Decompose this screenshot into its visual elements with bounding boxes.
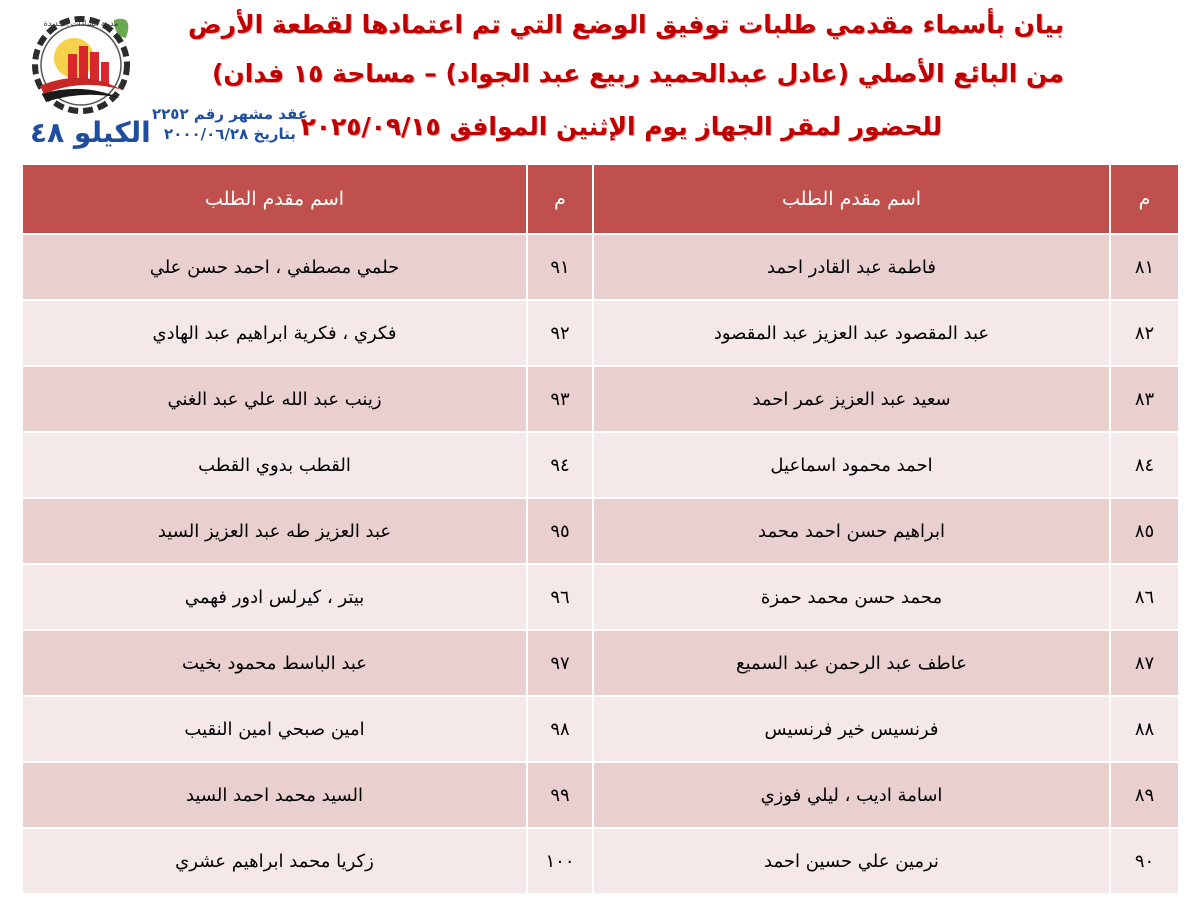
header-number-1: م — [1110, 164, 1179, 234]
applicant-name: فرنسيس خير فرنسيس — [593, 696, 1110, 762]
logo-caption: الكيلو ٤٨ — [30, 116, 151, 149]
row-number: ٨٣ — [1110, 366, 1179, 432]
row-number: ٩٩ — [527, 762, 593, 828]
table-header-row — [22, 164, 1179, 234]
table-body — [22, 234, 1179, 894]
applicant-name: بيتر ، كيرلس ادور فهمي — [22, 564, 527, 630]
row-number: ٩١ — [527, 234, 593, 300]
header-number-2: م — [527, 164, 593, 234]
row-number: ٩٧ — [527, 630, 593, 696]
applicant-name: نرمين علي حسين احمد — [593, 828, 1110, 894]
row-number: ٩٠ — [1110, 828, 1179, 894]
row-number: ٩٤ — [527, 432, 593, 498]
table-row — [22, 762, 1179, 828]
document-header — [0, 0, 1200, 160]
applicant-name: زكريا محمد ابراهيم عشري — [22, 828, 527, 894]
contract-number: عقد مشهر رقم ٢٢٥٢ — [151, 105, 308, 123]
row-number: ٨٥ — [1110, 498, 1179, 564]
table-row — [22, 432, 1179, 498]
applicant-name: سعيد عبد العزيز عمر احمد — [593, 366, 1110, 432]
row-number: ٨١ — [1110, 234, 1179, 300]
applicant-name: فاطمة عبد القادر احمد — [593, 234, 1110, 300]
header-name-1: اسم مقدم الطلب — [593, 164, 1110, 234]
row-number: ٩٢ — [527, 300, 593, 366]
row-number: ١٠٠ — [527, 828, 593, 894]
table-row — [22, 630, 1179, 696]
contract-date: بتاريخ ٢٠٠٠/٠٦/٢٨ — [164, 125, 296, 143]
row-number: ٨٩ — [1110, 762, 1179, 828]
row-number: ٨٢ — [1110, 300, 1179, 366]
table-row — [22, 366, 1179, 432]
row-number: ٩٣ — [527, 366, 593, 432]
header-name-2: اسم مقدم الطلب — [22, 164, 527, 234]
applicant-name: حلمي مصطفي ، احمد حسن علي — [22, 234, 527, 300]
applicant-name: محمد حسن محمد حمزة — [593, 564, 1110, 630]
applicant-name: عبد العزيز طه عبد العزيز السيد — [22, 498, 527, 564]
applicant-name: اسامة اديب ، ليلي فوزي — [593, 762, 1110, 828]
logo-arc-text: مدينة السادات الجديدة — [43, 19, 119, 28]
applicant-name: احمد محمود اسماعيل — [593, 432, 1110, 498]
applicants-table-wrapper — [21, 163, 1178, 889]
applicant-name: امين صبحي امين النقيب — [22, 696, 527, 762]
applicant-name: عبد المقصود عبد العزيز عبد المقصود — [593, 300, 1110, 366]
table-row — [22, 828, 1179, 894]
applicant-name: السيد محمد احمد السيد — [22, 762, 527, 828]
title-line-2: من البائع الأصلي (عادل عبدالحميد ربيع عبد الجواد) – مساحة ١٥ فدان) — [211, 59, 1064, 88]
applicant-name: عبد الباسط محمود بخيت — [22, 630, 527, 696]
title-line-3: للحضور لمقر الجهاز يوم الإثنين الموافق ٢٠٢٥/٠٩/١٥ — [300, 112, 942, 141]
applicant-name: فكري ، فكرية ابراهيم عبد الهادي — [22, 300, 527, 366]
title-line-1: بيان بأسماء مقدمي طلبات توفيق الوضع التي تم اعتمادها لقطعة الأرض — [187, 10, 1064, 39]
applicant-name: عاطف عبد الرحمن عبد السميع — [593, 630, 1110, 696]
table-row — [22, 498, 1179, 564]
row-number: ٩٥ — [527, 498, 593, 564]
applicant-name: القطب بدوي القطب — [22, 432, 527, 498]
applicant-name: ابراهيم حسن احمد محمد — [593, 498, 1110, 564]
table-row — [22, 300, 1179, 366]
city-logo — [22, 6, 140, 124]
row-number: ٨٧ — [1110, 630, 1179, 696]
row-number: ٨٨ — [1110, 696, 1179, 762]
row-number: ٩٦ — [527, 564, 593, 630]
row-number: ٨٦ — [1110, 564, 1179, 630]
table-row — [22, 234, 1179, 300]
applicants-table — [21, 163, 1180, 895]
applicant-name: زينب عبد الله علي عبد الغني — [22, 366, 527, 432]
row-number: ٨٤ — [1110, 432, 1179, 498]
table-row — [22, 696, 1179, 762]
table-row — [22, 564, 1179, 630]
contract-info — [150, 104, 310, 144]
row-number: ٩٨ — [527, 696, 593, 762]
